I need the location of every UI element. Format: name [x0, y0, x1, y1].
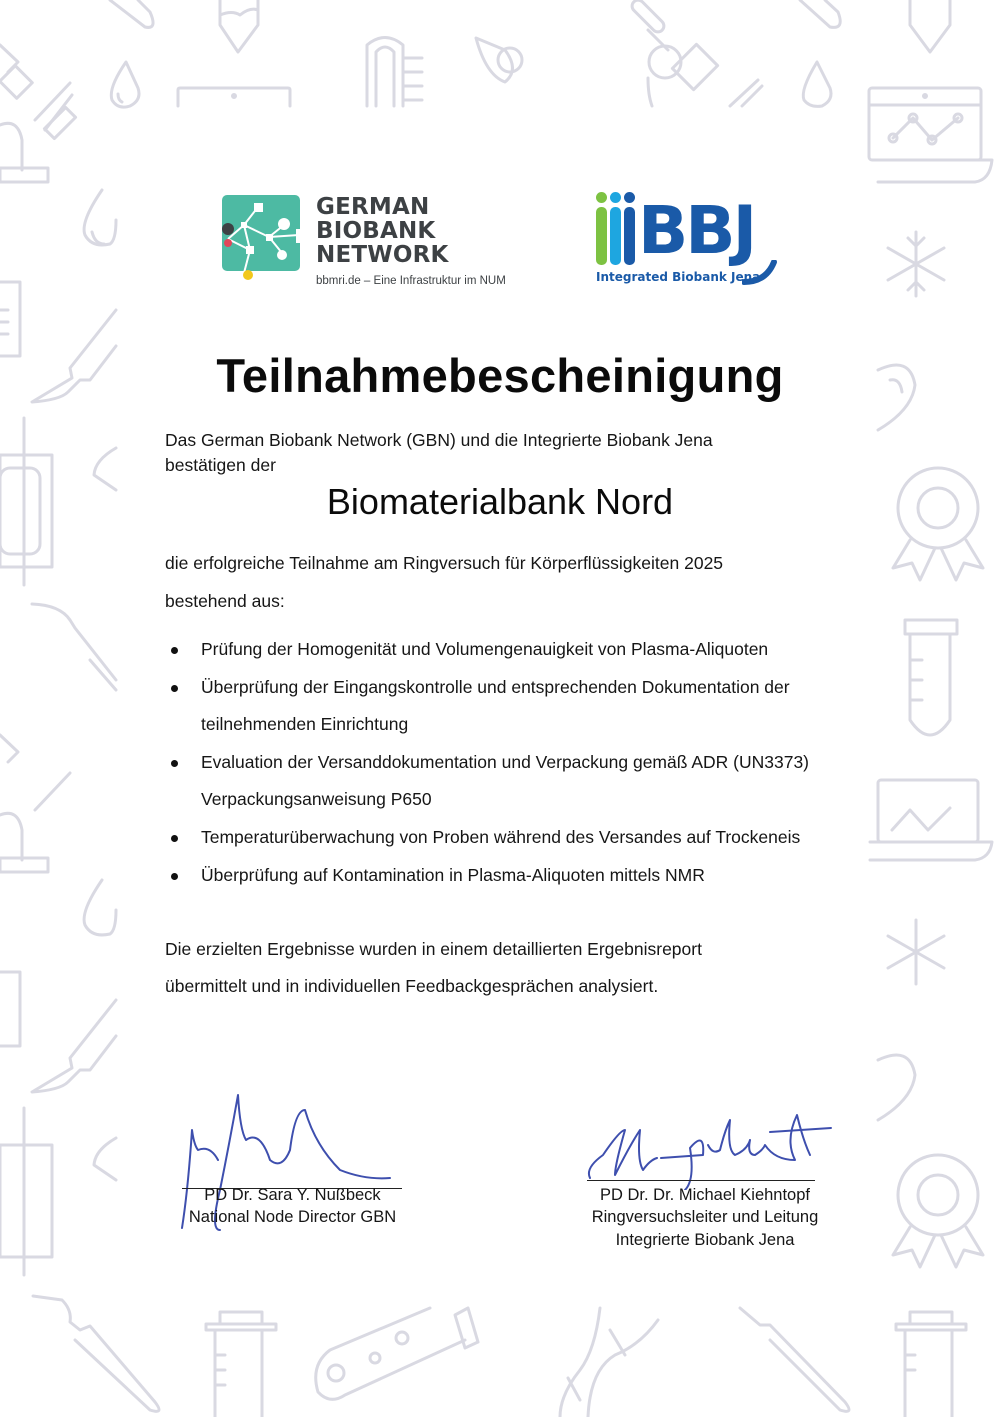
intro-line-2: bestätigen der — [165, 455, 276, 475]
ibbj-tagline: Integrated Biobank Jena — [596, 270, 761, 284]
swoosh-icon — [742, 260, 778, 286]
list-item-text-continued: teilnehmenden Einrichtung — [201, 714, 409, 734]
green-bar-icon — [596, 207, 607, 265]
signature-block-ibbj — [585, 1100, 825, 1260]
list-item-text: Temperaturüberwachung von Proben während des Versandes auf Trockeneis — [201, 827, 801, 847]
bullet-icon — [171, 685, 178, 692]
list-item-text: Evaluation der Versanddokumentation und Verpackung gemäß ADR (UN3373) — [201, 752, 810, 772]
signer-organization: Integrierte Biobank Jena — [615, 1231, 795, 1249]
bullet-icon — [171, 760, 178, 767]
signature-block-gbn — [180, 1090, 405, 1240]
signer-name: PD Dr. Dr. Michael Kiehntopf — [599, 1186, 810, 1204]
signer-role: National Node Director GBN — [188, 1208, 397, 1226]
gbn-network-graphic — [222, 195, 300, 271]
results-line-1: Die erzielten Ergebnisse wurden in einem detaillierten Ergebnisreport — [165, 939, 702, 959]
gbn-word-biobank: BIOBANK — [316, 218, 436, 244]
list-item-text: Überprüfung auf Kontamination in Plasma-Aliquoten mittels NMR — [201, 865, 705, 885]
certificate-title: Teilnahmebescheinigung — [216, 349, 784, 402]
green-dot-icon — [596, 192, 607, 203]
gbn-logo — [214, 193, 534, 285]
signer-name: PD Dr. Sara Y. Nußbeck — [204, 1186, 381, 1204]
ibbj-logo — [592, 190, 782, 290]
results-line-2: übermittelt und in individuellen Feedbackgesprächen analysiert. — [165, 976, 659, 996]
list-item-text: Überprüfung der Eingangskontrolle und entsprechenden Dokumentation der — [201, 677, 790, 697]
bullet-icon — [171, 647, 178, 654]
signature-line — [587, 1180, 815, 1181]
list-item-text-continued: Verpackungsanweisung P650 — [201, 789, 432, 809]
consisting-of-label: bestehend aus: — [165, 591, 285, 611]
ibbj-wordmark: BBJ — [638, 192, 755, 269]
gbn-word-german: GERMAN — [316, 194, 430, 220]
blue-bar-icon — [610, 207, 621, 265]
gbn-wordmark — [316, 195, 449, 267]
list-item-text: Prüfung der Homogenität und Volumengenauigkeit von Plasma-Aliquoten — [201, 639, 769, 659]
bullet-icon — [171, 835, 178, 842]
participation-statement: die erfolgreiche Teilnahme am Ringversuch für Körperflüssigkeiten 2025 — [165, 553, 724, 573]
gbn-tagline: bbmri.de – Eine Infrastruktur im NUM — [316, 275, 506, 287]
intro-line-1: Das German Biobank Network (GBN) und die Integrierte Biobank Jena — [165, 430, 713, 450]
signer-role: Ringversuchsleiter und Leitung — [591, 1208, 819, 1226]
dark-blue-bar-icon — [624, 207, 635, 265]
dark-blue-dot-icon — [624, 192, 635, 203]
bullet-icon — [171, 873, 178, 880]
handwritten-signature-icon — [585, 1100, 835, 1190]
gbn-word-network: NETWORK — [316, 242, 449, 268]
recipient-name: Biomaterialbank Nord — [326, 481, 674, 522]
blue-dot-icon — [610, 192, 621, 203]
